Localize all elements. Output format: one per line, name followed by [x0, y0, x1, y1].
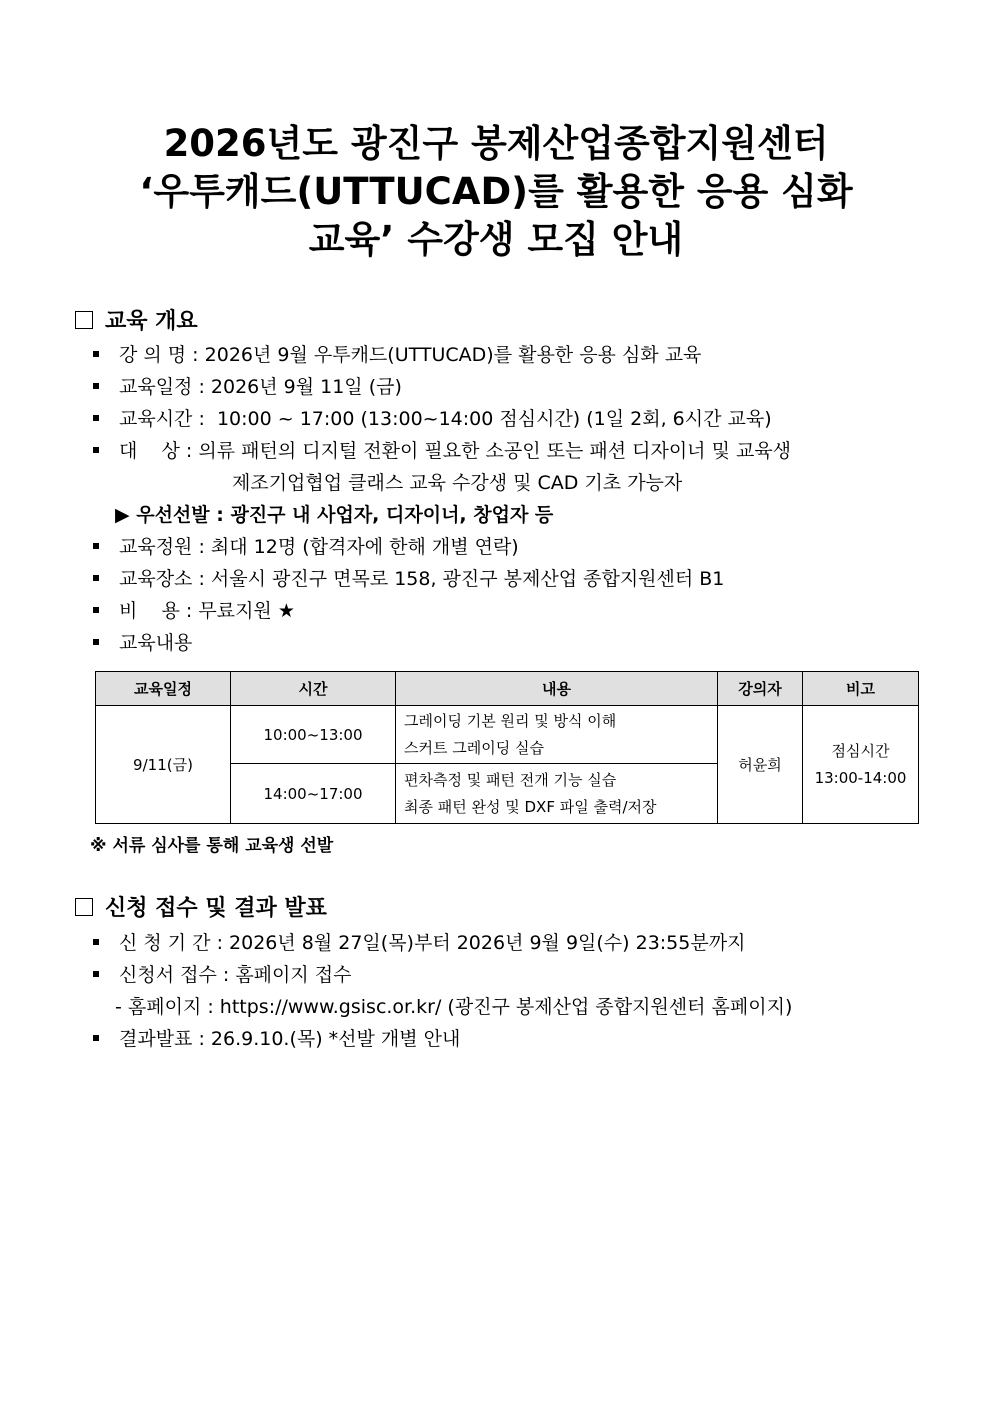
bullet-icon	[93, 939, 99, 945]
header-lecturer: 강의자	[718, 672, 803, 706]
cell-time: 14:00~17:00	[231, 764, 396, 824]
content-line: 스커트 그레이딩 실습	[404, 738, 544, 757]
item-label: 교육시간 :	[119, 408, 205, 430]
item-value: 최대 12명 (합격자에 한해 개별 연락)	[210, 536, 519, 558]
item-label: 교육정원 :	[119, 536, 205, 558]
bullet-icon	[93, 415, 99, 421]
item-value: 서울시 광진구 면목로 158, 광진구 봉제산업 종합지원센터 B1	[210, 568, 725, 590]
bullet-icon	[93, 543, 99, 549]
header-date: 교육일정	[96, 672, 231, 706]
checkbox-square-icon	[75, 898, 93, 916]
item-value: 2026년 9월 11일 (금)	[210, 376, 402, 398]
header-time: 시간	[231, 672, 396, 706]
title-line-3: 교육’ 수강생 모집 안내	[308, 218, 684, 261]
item-label: 강 의 명 :	[119, 344, 199, 366]
cell-content	[396, 706, 718, 764]
list-item-target	[93, 437, 791, 465]
list-item-cost	[93, 597, 295, 625]
remark-line: 점심시간	[831, 741, 890, 760]
item-value: 26.9.10.(목) *선발 개별 안내	[210, 1028, 461, 1050]
list-item-schedule	[93, 373, 402, 401]
cell-remark	[803, 706, 919, 824]
item-label: 신청서 접수 :	[119, 964, 230, 986]
bullet-icon	[93, 971, 99, 977]
remark-line: 13:00-14:00	[814, 768, 907, 787]
list-item-application-method	[93, 961, 351, 989]
section-heading-application	[75, 894, 327, 924]
content-line: 최종 패턴 완성 및 DXF 파일 출력/저장	[404, 797, 657, 816]
item-label: 교육일정 :	[119, 376, 205, 398]
item-value: 홈페이지 접수	[235, 964, 352, 986]
list-item-application-period	[93, 929, 745, 957]
table-header-row	[96, 672, 919, 706]
schedule-table	[95, 671, 919, 824]
bullet-icon	[93, 575, 99, 581]
bullet-icon	[93, 351, 99, 357]
content-line: 그레이딩 기본 원리 및 방식 이해	[404, 711, 617, 730]
selection-note: ※ 서류 심사를 통해 교육생 선발	[90, 836, 334, 856]
title-line-1: 2026년도 광진구 봉제산업종합지원센터	[163, 122, 829, 165]
item-value: 2026년 9월 우투캐드(UTTUCAD)를 활용한 응용 심화 교육	[204, 344, 702, 366]
content-line: 편차측정 및 패턴 전개 기능 실습	[404, 770, 617, 789]
homepage-line: - 홈페이지 : https://www.gsisc.or.kr/ (광진구 봉제산업 종합지원센터 홈페이지)	[115, 996, 793, 1018]
checkbox-square-icon	[75, 311, 93, 329]
bullet-icon	[93, 1035, 99, 1041]
cell-content	[396, 764, 718, 824]
item-label: 신 청 기 간 :	[119, 932, 223, 954]
section-heading-text: 교육 개요	[105, 309, 198, 334]
list-item-location	[93, 565, 724, 593]
header-remark: 비고	[803, 672, 919, 706]
bullet-icon	[93, 607, 99, 613]
item-value: 10:00 ~ 17:00 (13:00~14:00 점심시간) (1일 2회, 6시간 교육)	[210, 408, 772, 430]
title-line-2: ‘우투캐드(UTTUCAD)를 활용한 응용 심화	[139, 170, 853, 213]
header-content: 내용	[396, 672, 718, 706]
target-line-2: 제조기업협업 클래스 교육 수강생 및 CAD 기초 가능자	[232, 472, 683, 494]
list-item-contents	[93, 629, 192, 657]
item-label: 결과발표 :	[119, 1028, 205, 1050]
bullet-icon	[93, 383, 99, 389]
section-heading-text: 신청 접수 및 결과 발표	[105, 896, 327, 921]
item-label: 교육내용	[119, 632, 193, 654]
list-item-capacity	[93, 533, 519, 561]
item-label: 교육장소 :	[119, 568, 205, 590]
list-item-time	[93, 405, 772, 433]
cell-time: 10:00~13:00	[231, 706, 396, 764]
cell-date: 9/11(금)	[96, 706, 231, 824]
bullet-icon	[93, 447, 99, 453]
list-item-result	[93, 1025, 460, 1053]
item-label: 비 용 :	[119, 600, 193, 622]
list-item-course-name	[93, 341, 701, 369]
priority-selection: ▶ 우선선발 : 광진구 내 사업자, 디자이너, 창업자 등	[115, 504, 554, 526]
item-value: 무료지원 ★	[198, 600, 295, 622]
bullet-icon	[93, 639, 99, 645]
cell-lecturer: 허윤희	[718, 706, 803, 824]
item-value: 2026년 8월 27일(목)부터 2026년 9월 9일(수) 23:55분까지	[229, 932, 746, 954]
item-label: 대 상 :	[119, 440, 193, 462]
section-heading-overview	[75, 307, 198, 337]
table-row	[96, 706, 919, 764]
item-value: 의류 패턴의 디지털 전환이 필요한 소공인 또는 패션 디자이너 및 교육생	[198, 440, 792, 462]
